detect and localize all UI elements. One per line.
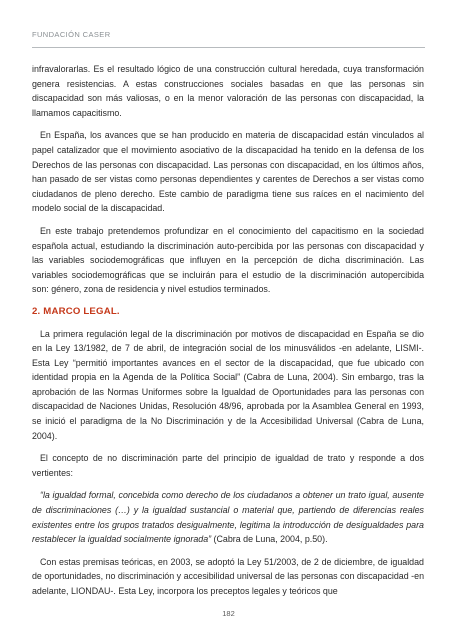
paragraph-avances-espana: En España, los avances que se han producido en materia de discapacidad están vinculados al papel catalizador que el movimiento asociativo de la discapacidad ha tenido en la defensa de los Derechos de las personas con discapacidad. Las personas con discapacidad, en los últimos años, han pasado de ser vistas como personas dependientes y carentes de Derechos a ser vistas como ciudadanos de pleno derecho. Este cambio de paradigma tiene sus raíces en el nacimiento del modelo social de la discapacidad. bbox=[32, 130, 424, 214]
block-quote bbox=[32, 488, 424, 546]
paragraph-primera-regulacion: La primera regulación legal de la discriminación por motivos de discapacidad en España se dio en la Ley 13/1982, de 7 de abril, de integración social de los minusválidos -en adelante, LISMI-. Esta Ley “permitió importantes avances en el sector de la discapacidad, que fue ubicado con identidad propia en la Agenda de la Política Social” (Cabra de Luna, 2004). Sin embargo, tras la aprobación de las Normas Uniformes sobre la Igualdad de Oportunidades para las personas con discapacidad de Naciones Unidas, Resolución 48/96, aprobada por la Asamblea General en 1993, se inició el paradigma de la No Discriminación y de la Accesibilidad Universal (Cabra de Luna, 2004). bbox=[32, 328, 424, 441]
paragraph-capacitismo: infravalorarlas. Es el resultado lógico de una construcción cultural heredada, cuya transformación genera resistencias. A estas construcciones sociales basadas en que las personas sin discapacidad son más valiosas, o en la menor valoración de las personas con discapacidad, la llamamos capacitismo. bbox=[32, 64, 424, 118]
paragraph-premisas-liondau: Con estas premisas teóricas, en 2003, se adoptó la Ley 51/2003, de 2 de diciembre, de igualdad de oportunidades, no discriminación y accesibilidad universal de las personas con discapacidad -en adelante, LIONDAU-. Esta Ley, incorpora los preceptos legales y teóricos que bbox=[32, 556, 424, 596]
running-header: FUNDACIÓN CASER bbox=[32, 30, 111, 39]
header-divider bbox=[32, 47, 425, 48]
page-number: 182 bbox=[222, 609, 235, 618]
quote-text: “la igualdad formal, concebida como derecho de los ciudadanos a obtener un trato igual, ausente de discriminaciones (…) y la igualdad sustancial o material que, partiendo de diferencias reales existentes entre los grupos tratados desigualmente, legitima la introducción de desigualdades para restablecer la igualdad socialmente ignorada” bbox=[32, 490, 424, 545]
paragraph-concepto-no-discriminacion: El concepto de no discriminación parte del principio de igualdad de trato y responde a dos vertientes: bbox=[32, 453, 424, 478]
paragraph-objetivo-trabajo: En este trabajo pretendemos profundizar en el conocimiento del capacitismo en la sociedad española actual, estudiando la discriminación auto-percibida por las personas con discapacidad y las variables sociodemográficas que influyen en la percepción de dicha discriminación. Las variables sociodemográficas que se incluirán para el estudio de la discriminación autopercibida son: género, zona de residencia y nivel estudios terminados. bbox=[32, 225, 424, 295]
page-body bbox=[32, 62, 424, 607]
section-heading-marco-legal: 2. MARCO LEGAL. bbox=[32, 305, 120, 317]
quote-citation: (Cabra de Luna, 2004, p.50). bbox=[211, 534, 328, 545]
